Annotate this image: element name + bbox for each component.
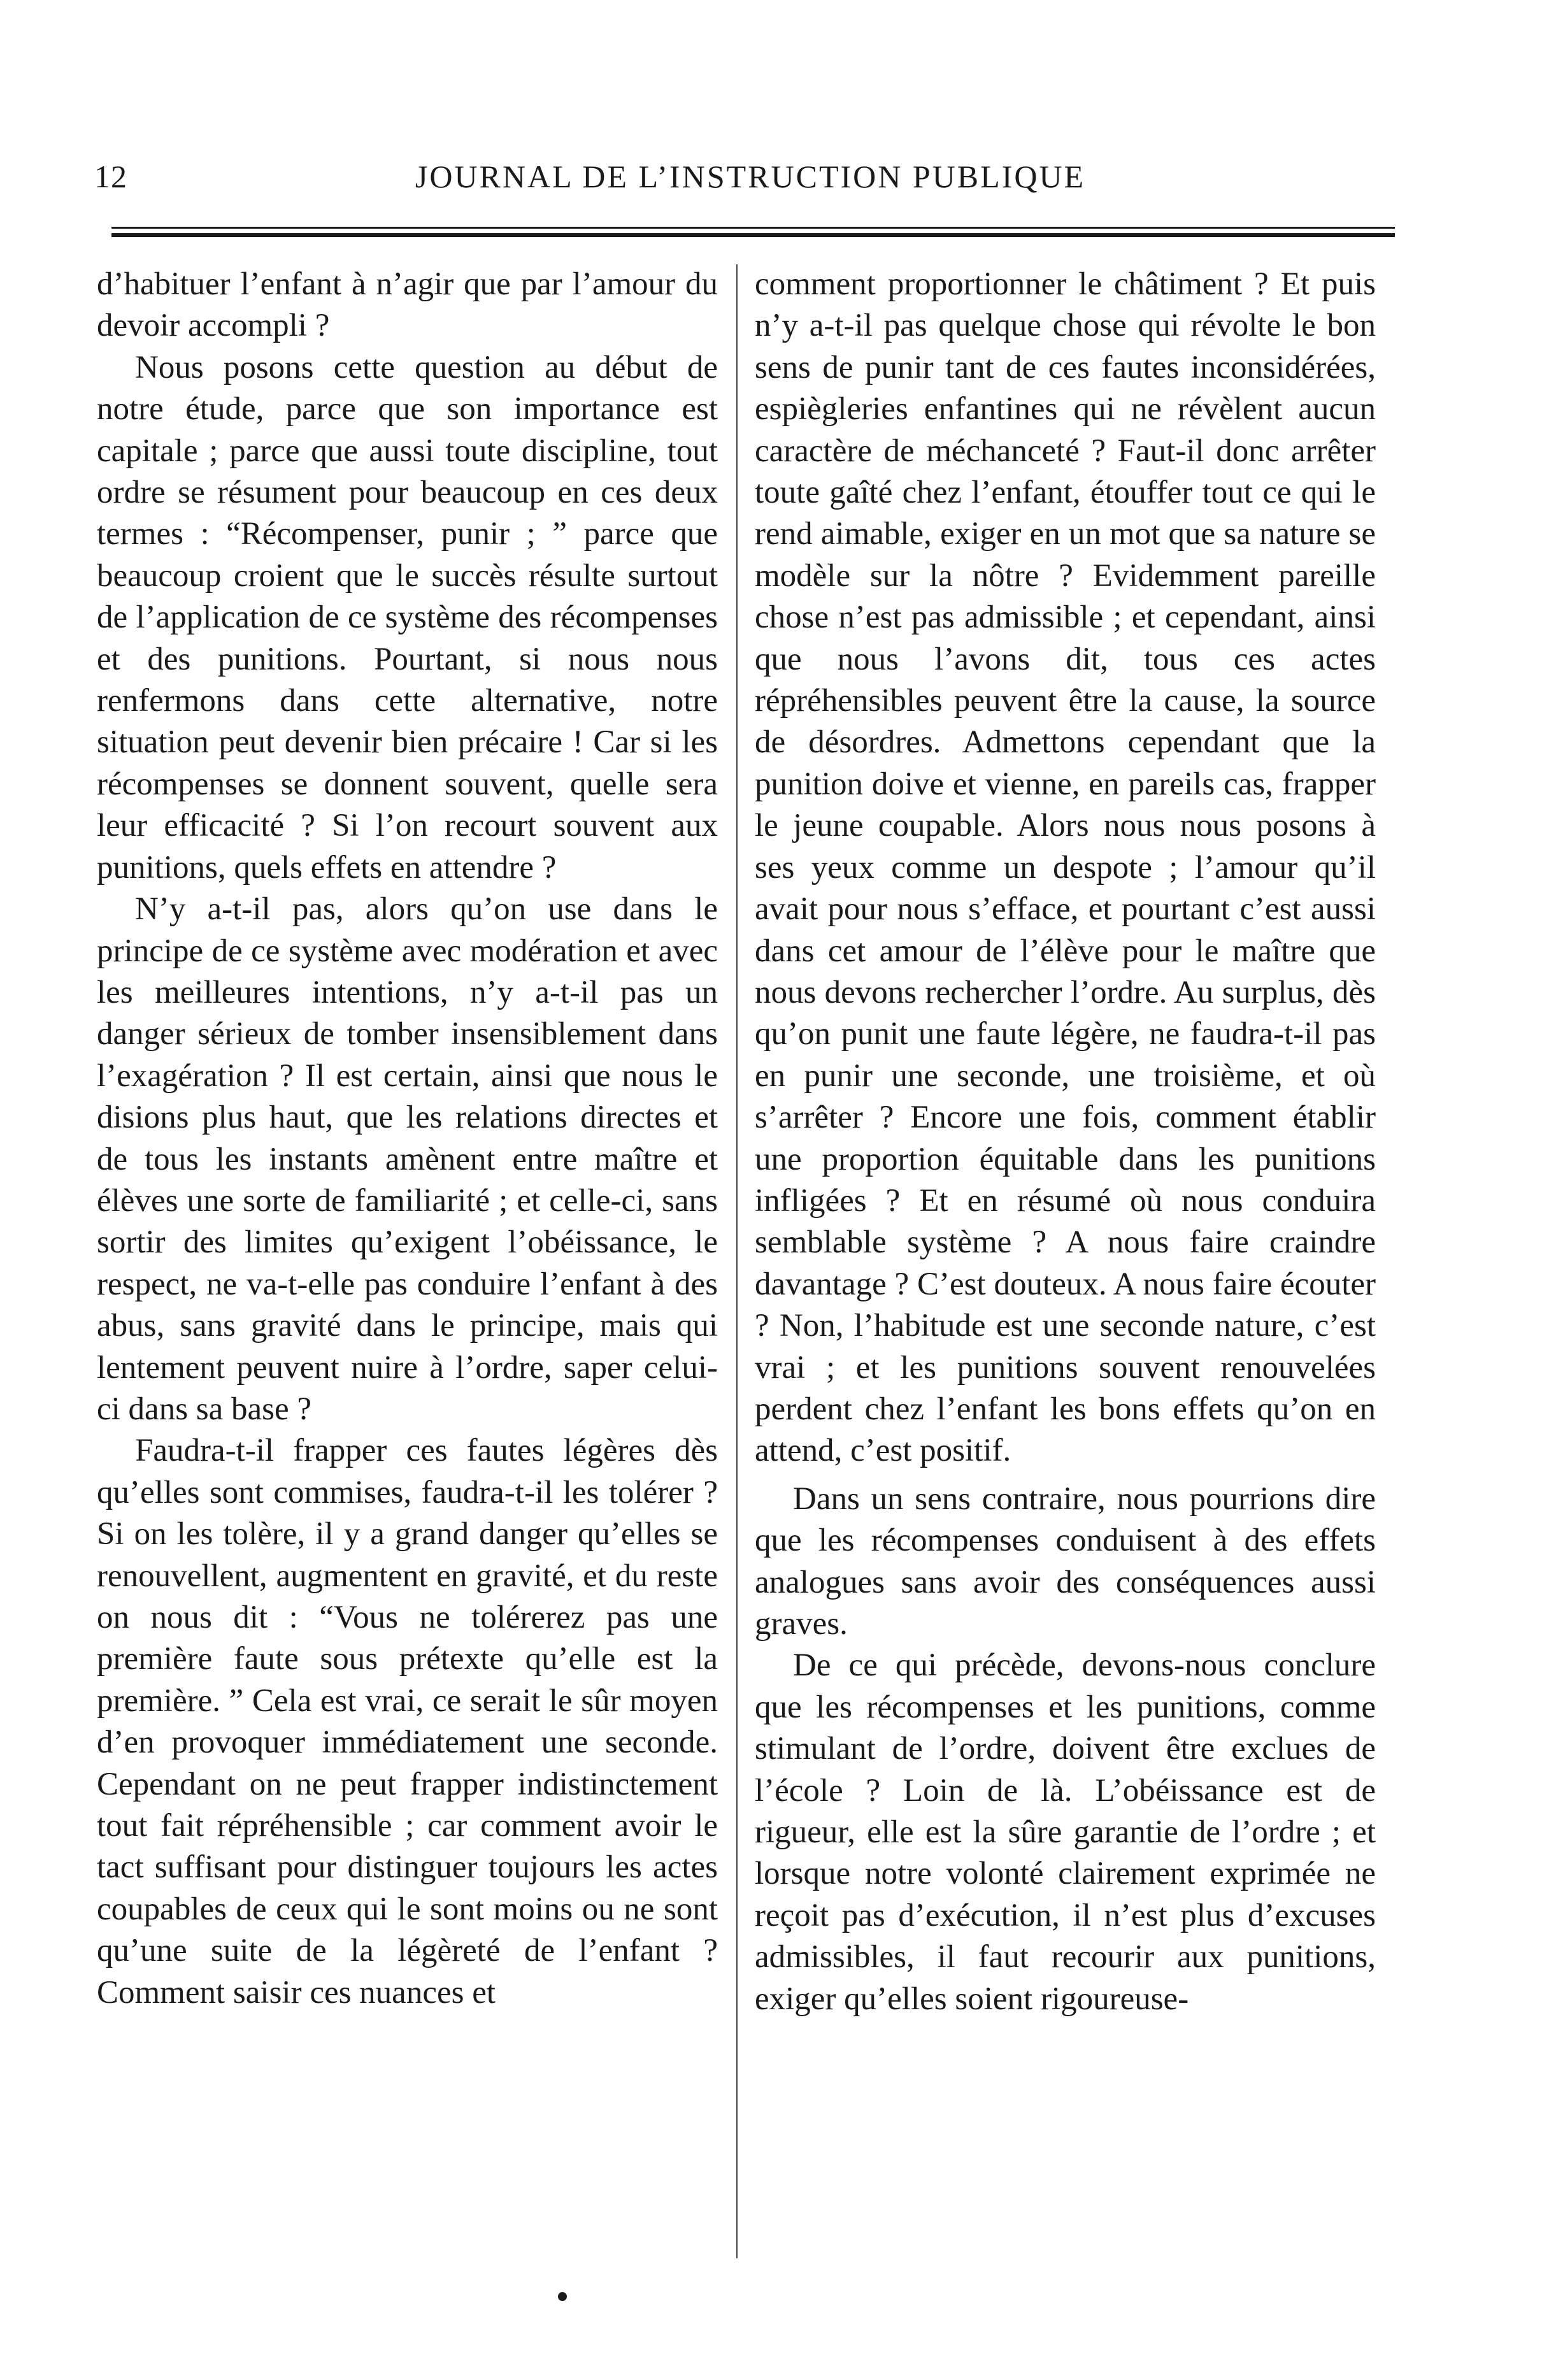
page-number: 12 [94,159,127,194]
column-divider [736,264,738,2258]
right-paragraph-3: De ce qui précède, devons-nous conclure que les récompenses et les punitions, comme stimulant de l’ordre, doivent être exclues de l’école ? Loin de là. L’obéissance est de rigueur, elle est la sûre garantie de l’ordre ; et lorsque notre volonté clairement exprimée ne reçoit pas d’exécution, il n’est plus d’excuses admissibles, il faut recourir aux punitions, exiger qu’elles soient rigoureuse- [755,1647,1376,2017]
header-rule-thick [111,233,1395,237]
left-paragraph-3: N’y a-t-il pas, alors qu’on use dans le principe de ce système avec modération et avec les meilleures intentions, n’y a-t-il pas un danger sérieux de tomber insensiblement dans l’exagération ? Il est certain, ainsi que nous le disions plus haut, que les relations directes et de tous les instants amènent entre maître et élèves une sorte de familiarité ; et celle-ci, sans sortir des limites qu’exigent l’obéissance, le respect, ne va-t-elle pas conduire l’enfant à des abus, sans gravité dans le principe, mais qui lentement peuvent nuire à l’ordre, saper celui-ci dans sa base ? [97,891,718,1427]
left-paragraph-1: d’habituer l’enfant à n’agir que par l’amour du devoir accompli ? [97,266,718,344]
footer-ornament-dot [558,2292,567,2301]
right-column [755,264,1376,2020]
journal-title: JOURNAL DE L’INSTRUCTION PUBLIQUE [415,159,1086,194]
header-rule-thin [111,227,1395,229]
left-paragraph-2: Nous posons cette question au début de notre étude, parce que son importance est capitale ; parce que aussi toute discipline, tout ordre se résument pour beaucoup en ces deux termes : “Récompenser, punir ; ” parce que beaucoup croient que le succès résulte surtout de l’application de ce système des récompenses et des punitions. Pourtant, si nous nous renfermons dans cette alternative, notre situation peut devenir bien précaire ! Car si les récompenses se donnent souvent, quelle sera leur efficacité ? Si l’on recourt souvent aux punitions, quels effets en attendre ? [97,349,718,885]
running-header [94,158,1406,209]
right-paragraph-2: Dans un sens contraire, nous pourrions dire que les récompenses conduisent à des effets analogues sans avoir des conséquences aussi graves. [755,1480,1376,1642]
right-paragraph-1: comment proportionner le châtiment ? Et puis n’y a-t-il pas quelque chose qui révolte le bon sens de punir tant de ces fautes inconsidérées, espiègleries enfantines qui ne révèlent aucun caractère de méchanceté ? Faut-il donc arrêter toute gaîté chez l’enfant, étouffer tout ce qui le rend aimable, exiger en un mot que sa nature se modèle sur la nôtre ? Evidemment pareille chose n’est pas admissible ; et cependant, ainsi que nous l’avons dit, tous ces actes répréhensibles peuvent être la cause, la source de désordres. Admettons cependant que la punition doive et vienne, en pareils cas, frapper le jeune coupable. Alors nous nous posons à ses yeux comme un despote ; l’amour qu’il avait pour nous s’efface, et pourtant c’est aussi dans cet amour de l’élève pour le maître que nous devons rechercher l’ordre. Au surplus, dès qu’on punit une faute légère, ne faudra-t-il pas en punir une seconde, une troisième, et où s’arrêter ? Encore une fois, comment établir une proportion équitable dans les punitions infligées ? Et en résumé où nous conduira semblable système ? A nous faire craindre davantage ? C’est douteux. A nous faire écouter ? Non, l’habitude est une seconde nature, c’est vrai ; et les punitions souvent renouvelées perdent chez l’enfant les bons effets qu’on en attend, c’est positif. [755,266,1376,1469]
left-paragraph-4: Faudra-t-il frapper ces fautes légères dès qu’elles sont commises, faudra-t-il les tolérer ? Si on les tolère, il y a grand danger qu’elles se renouvellent, augmentent en gravité, et du reste on nous dit : “Vous ne tolérerez pas une première faute sous prétexte qu’elle est la première. ” Cela est vrai, ce serait le sûr moyen d’en provoquer immédiatement une seconde. Cependant on ne peut frapper indistinctement tout fait répréhensible ; car comment avoir le tact suffisant pour distinguer toujours les actes coupables de ceux qui le sont moins ou ne sont qu’une suite de la légèreté de l’enfant ? Comment saisir ces nuances et [97,1433,718,2011]
left-column [97,264,718,2014]
